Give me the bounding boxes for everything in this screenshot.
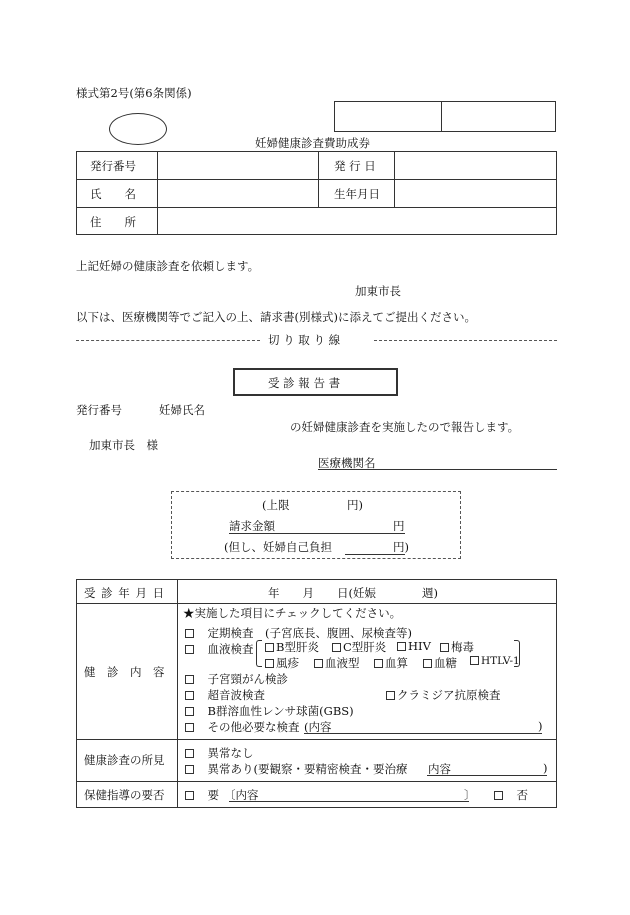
- check-prompt: ★実施した項目にチェックしてください。: [183, 606, 402, 620]
- request-text: 上記妊婦の健康診査を依頼します。: [76, 259, 260, 273]
- billing-selfpay-unit: 円): [393, 540, 409, 554]
- billing-amount-label: 請求金額: [229, 519, 275, 533]
- report-patient-name: 妊婦氏名: [159, 403, 205, 417]
- birth-label: 生年月日: [334, 187, 380, 201]
- name-label: 氏 名: [90, 187, 136, 201]
- checkbox[interactable]: [440, 643, 449, 652]
- blood-syphilis[interactable]: 梅毒: [440, 639, 474, 655]
- ticket-col-line: [394, 151, 395, 207]
- other-content-label: (内容: [304, 720, 332, 734]
- checkbox[interactable]: [397, 642, 406, 651]
- report-row-line: [76, 603, 557, 604]
- item-periodic[interactable]: 定期検査 (子宮底長、腹囲、尿検査等): [185, 625, 412, 641]
- checkbox[interactable]: [314, 659, 323, 668]
- item-gbs[interactable]: B群溶血性レンサ球菌(GBS): [185, 703, 354, 719]
- checkbox[interactable]: [185, 749, 194, 758]
- instruction-text: 以下は、医療機関等でご記入の上、請求書(別様式)に添えてご提出ください。: [76, 310, 476, 324]
- report-table-col: [177, 579, 178, 808]
- finding-close-paren: ): [543, 761, 548, 775]
- item-cervical[interactable]: 子宮頸がん検診: [185, 671, 288, 687]
- stamp-box: [334, 101, 556, 132]
- visit-date-label: 受 診 年 月 日: [84, 586, 166, 600]
- checkbox[interactable]: [265, 643, 274, 652]
- other-close-paren: ): [538, 719, 543, 733]
- item-chlamydia[interactable]: クラミジア抗原検査: [386, 687, 501, 703]
- checkbox[interactable]: [185, 765, 194, 774]
- checkbox[interactable]: [185, 691, 194, 700]
- visit-date-value: 年 月 日(妊娠 週): [268, 586, 438, 600]
- blood-bracket-left: [256, 640, 262, 667]
- billing-amount-unit: 円: [393, 519, 405, 533]
- finding-underline: [427, 775, 547, 776]
- report-addressee: 加東市長 様: [89, 438, 158, 452]
- report-title: 受 診 報 告 書: [268, 376, 341, 390]
- checkbox[interactable]: [374, 659, 383, 668]
- address-label: 住 所: [90, 215, 136, 229]
- blood-glucose[interactable]: 血糖: [423, 655, 457, 671]
- mayor-name: 加東市長: [355, 284, 401, 298]
- billing-selfpay-underline: [345, 554, 405, 555]
- institution-underline: [318, 469, 557, 470]
- finding-abnormal[interactable]: 異常あり(要観察・要精密検査・要治療: [185, 761, 408, 777]
- checkbox[interactable]: [494, 791, 503, 800]
- guidance-label: 保健指導の要否: [84, 788, 165, 802]
- guidance-no[interactable]: 否: [494, 787, 528, 803]
- finding-content-label: 内容: [428, 762, 451, 776]
- checkbox[interactable]: [423, 659, 432, 668]
- ticket-table: [76, 151, 557, 235]
- cut-line-label: 切 り 取 り 線: [268, 333, 341, 347]
- checkbox[interactable]: [265, 659, 274, 668]
- issue-date-label: 発 行 日: [334, 159, 376, 173]
- billing-selfpay: (但し、妊婦自己負担: [224, 540, 332, 554]
- guidance-content-label: 〔内容: [224, 788, 259, 802]
- blood-count[interactable]: 血算: [374, 655, 408, 671]
- report-issue-no: 発行番号: [76, 403, 122, 417]
- ticket-col-line: [157, 151, 158, 235]
- cut-line-left: [76, 340, 260, 341]
- checkbox[interactable]: [185, 707, 194, 716]
- ticket-title: 妊婦健康診査費助成券: [255, 136, 370, 150]
- blood-htlv[interactable]: HTLV-1: [470, 655, 520, 667]
- blood-type[interactable]: 血液型: [314, 655, 360, 671]
- billing-limit: (上限 円): [262, 498, 363, 512]
- blood-hiv[interactable]: HIV: [397, 639, 431, 653]
- item-blood[interactable]: 血液検査: [185, 641, 254, 657]
- checkbox[interactable]: [185, 629, 194, 638]
- content-label: 健 診 内 容: [84, 665, 165, 679]
- report-statement: の妊婦健康診査を実施したので報告します。: [290, 420, 520, 434]
- cut-line-right: [374, 340, 557, 341]
- seal-oval: [109, 113, 167, 145]
- ticket-row-line: [76, 179, 557, 180]
- checkbox[interactable]: [185, 723, 194, 732]
- item-other[interactable]: その他必要な検査: [185, 719, 300, 735]
- institution-label: 医療機関名: [318, 456, 376, 470]
- report-row-line: [76, 781, 557, 782]
- guidance-yes[interactable]: 要: [185, 787, 219, 803]
- issue-no-label: 発行番号: [90, 159, 136, 173]
- checkbox[interactable]: [185, 675, 194, 684]
- findings-label: 健康診査の所見: [84, 753, 165, 767]
- ticket-row-line: [76, 207, 557, 208]
- checkbox[interactable]: [332, 643, 341, 652]
- checkbox[interactable]: [386, 691, 395, 700]
- item-ultrasound[interactable]: 超音波検査: [185, 687, 265, 703]
- billing-amount-underline: [229, 533, 405, 534]
- form-number: 様式第2号(第6条関係): [76, 86, 192, 100]
- other-underline: [304, 733, 542, 734]
- blood-hepb[interactable]: B型肝炎: [265, 639, 319, 655]
- ticket-col-line: [318, 151, 319, 207]
- blood-rubella[interactable]: 風疹: [265, 655, 299, 671]
- guidance-underline: [229, 801, 469, 802]
- checkbox[interactable]: [185, 791, 194, 800]
- report-row-line: [76, 739, 557, 740]
- checkbox[interactable]: [185, 645, 194, 654]
- checkbox[interactable]: [470, 656, 479, 665]
- guidance-close-bracket: 〕: [464, 788, 476, 802]
- finding-none[interactable]: 異常なし: [185, 745, 254, 761]
- stamp-box-divider: [441, 101, 442, 132]
- blood-hepc[interactable]: C型肝炎: [332, 639, 386, 655]
